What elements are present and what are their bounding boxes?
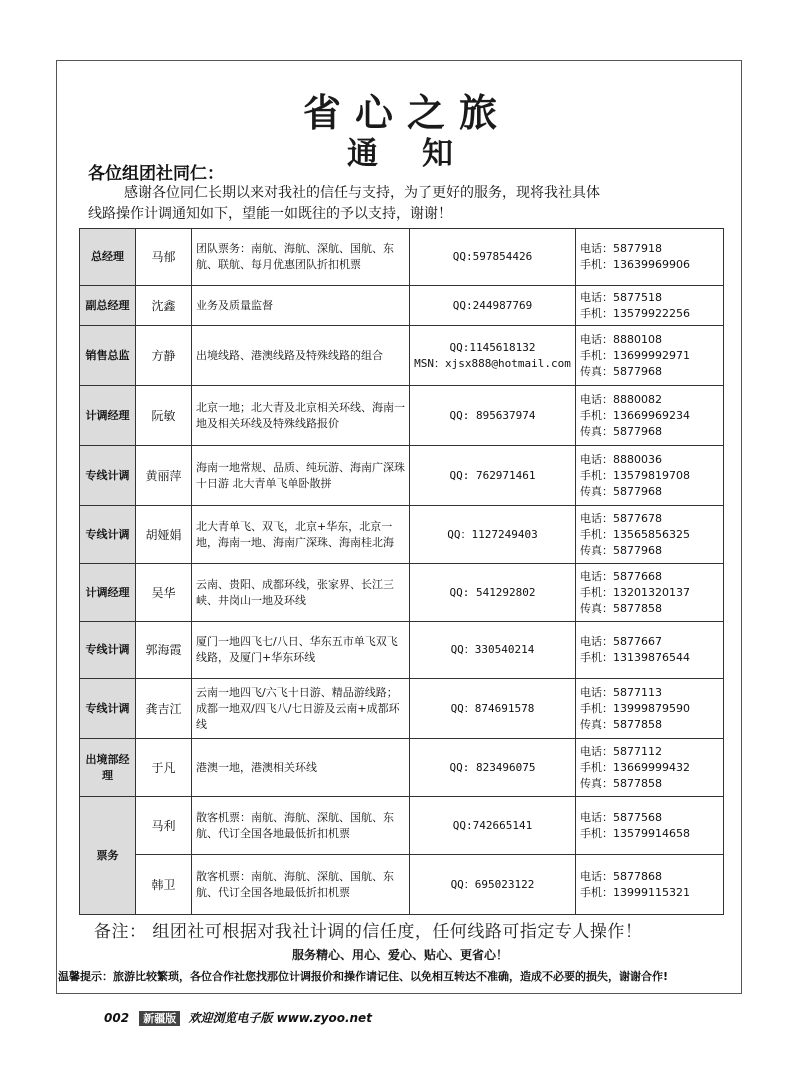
table-row	[80, 506, 724, 564]
table-row	[80, 446, 724, 506]
name-cell: 马利	[136, 797, 192, 855]
duty-cell: 北京一地；北大青及北京相关环线、海南一地及相关环线及特殊线路报价	[192, 386, 410, 446]
greeting: 各位组团社同仁：	[88, 164, 224, 184]
name-cell: 胡娅娟	[136, 506, 192, 564]
phone-value: 电话：5877518	[580, 290, 662, 304]
name-cell: 阮敏	[136, 386, 192, 446]
qq-cell	[410, 286, 576, 326]
duty-cell: 业务及质量监督	[192, 286, 410, 326]
qq-cell	[410, 386, 576, 446]
qq-value: QQ: 541292802	[449, 585, 536, 599]
mobile-value: 手机：13699992971	[580, 348, 690, 362]
footer-link[interactable]: 欢迎浏览电子版 www.zyoo.net	[188, 1011, 372, 1025]
contact-cell	[576, 797, 724, 855]
qq-cell	[410, 564, 576, 622]
qq-value: QQ：695023122	[450, 877, 535, 891]
remark: 备注： 组团社可根据对我社计调的信任度，任何线路可指定专人操作！	[94, 922, 643, 942]
qq-cell	[410, 797, 576, 855]
contact-cell	[576, 679, 724, 739]
qq-cell	[410, 739, 576, 797]
name-cell: 吴华	[136, 564, 192, 622]
name-cell: 龚吉江	[136, 679, 192, 739]
qq-cell	[410, 622, 576, 679]
qq-value: QQ：1127249403	[447, 527, 538, 541]
role-cell: 专线计调	[80, 506, 136, 564]
edition-badge: 新疆版	[139, 1011, 180, 1026]
duty-cell: 港澳一地，港澳相关环线	[192, 739, 410, 797]
fax-value: 传真：5877968	[580, 364, 662, 378]
table-row	[80, 564, 724, 622]
slogan: 服务精心、用心、爱心、贴心、更省心！	[291, 948, 508, 962]
duty-cell: 厦门一地四飞七/八日、华东五市单飞双飞线路，及厦门+华东环线	[192, 622, 410, 679]
table-row	[80, 739, 724, 797]
fax-value: 传真：5877858	[580, 776, 662, 790]
qq-value: QQ：874691578	[450, 701, 535, 715]
qq-cell	[410, 446, 576, 506]
qq-cell	[410, 855, 576, 915]
mobile-value: 手机：13669999432	[580, 760, 690, 774]
role-cell: 票务	[80, 797, 136, 915]
phone-value: 电话：5877918	[580, 242, 662, 255]
contact-cell	[576, 564, 724, 622]
page-number: 002	[104, 1011, 130, 1025]
table-row	[80, 326, 724, 386]
contact-cell	[576, 739, 724, 797]
phone-value: 电话：5877667	[580, 635, 662, 648]
phone-value: 电话：8880036	[580, 452, 662, 466]
contact-cell	[576, 229, 724, 286]
table-row	[80, 679, 724, 739]
duty-cell: 团队票务：南航、海航、深航、国航、东航、联航、每月优惠团队折扣机票	[192, 229, 410, 286]
qq-value: QQ: 823496075	[449, 760, 536, 774]
contact-cell	[576, 622, 724, 679]
contact-cell	[576, 446, 724, 506]
duty-cell: 出境线路、港澳线路及特殊线路的组合	[192, 326, 410, 386]
name-cell: 韩卫	[136, 855, 192, 915]
staff-table	[79, 228, 724, 915]
qq-cell	[410, 229, 576, 286]
qq-value: QQ:597854426	[452, 250, 533, 263]
qq-value: QQ: 895637974	[449, 408, 536, 422]
fax-value: 传真：5877858	[580, 717, 662, 731]
role-cell: 副总经理	[80, 286, 136, 326]
mobile-value: 手机：13579819708	[580, 468, 690, 482]
mobile-value: 手机：13201320137	[580, 585, 690, 599]
table-row	[80, 286, 724, 326]
role-cell: 计调经理	[80, 386, 136, 446]
role-cell: 专线计调	[80, 679, 136, 739]
msn-value: MSN：xjsx888@hotmail.com	[414, 356, 571, 370]
intro-line-1: 感谢各位同仁长期以来对我社的信任与支持，为了更好的服务，现将我社具体	[124, 185, 600, 201]
fax-value: 传真：5877968	[580, 543, 662, 557]
contact-cell	[576, 326, 724, 386]
qq-value: QQ:1145618132	[449, 340, 536, 354]
name-cell: 黄丽萍	[136, 446, 192, 506]
mobile-value: 手机：13669969234	[580, 408, 690, 422]
role-cell: 销售总监	[80, 326, 136, 386]
mobile-value: 手机：13139876544	[580, 651, 690, 664]
contact-cell	[576, 506, 724, 564]
intro-line-2: 线路操作计调通知如下，望能一如既往的予以支持，谢谢！	[88, 206, 452, 222]
phone-value: 电话：5877668	[580, 569, 662, 583]
duty-cell: 散客机票：南航、海航、深航、国航、东航、代订全国各地最低折扣机票	[192, 855, 410, 915]
role-cell: 专线计调	[80, 622, 136, 679]
duty-cell: 海南一地常规、品质、纯玩游、海南广深珠十日游 北大青单飞单卧散拼	[192, 446, 410, 506]
page-title: 省心之旅	[302, 90, 511, 135]
duty-cell: 北大青单飞、双飞，北京+华东，北京一地，海南一地、海南广深珠、海南桂北海	[192, 506, 410, 564]
role-cell: 出境部经理	[80, 739, 136, 797]
mobile-value: 手机：13579922256	[580, 306, 690, 320]
qq-value: QQ: 762971461	[449, 468, 536, 482]
table-row	[80, 386, 724, 446]
name-cell: 郭海霞	[136, 622, 192, 679]
mobile-value: 手机：13999879590	[580, 701, 690, 715]
role-cell: 总经理	[80, 229, 136, 286]
intro-paragraph	[88, 183, 716, 225]
role-cell: 专线计调	[80, 446, 136, 506]
mobile-value: 手机：13999115321	[580, 885, 690, 899]
name-cell: 于凡	[136, 739, 192, 797]
qq-cell	[410, 506, 576, 564]
fax-value: 传真：5877968	[580, 484, 662, 498]
table-row	[80, 229, 724, 286]
mobile-value: 手机：13639969906	[580, 258, 690, 271]
mobile-value: 手机：13565856325	[580, 527, 690, 541]
fax-value: 传真：5877968	[580, 424, 662, 438]
phone-value: 电话：5877113	[580, 685, 662, 699]
role-cell: 计调经理	[80, 564, 136, 622]
phone-value: 电话：5877112	[580, 744, 662, 758]
name-cell: 沈鑫	[136, 286, 192, 326]
name-cell: 马郁	[136, 229, 192, 286]
mobile-value: 手机：13579914658	[580, 826, 690, 840]
fax-value: 传真：5877858	[580, 601, 662, 615]
qq-value: QQ：330540214	[450, 643, 535, 656]
phone-value: 电话：8880108	[580, 332, 662, 346]
contact-cell	[576, 386, 724, 446]
page-footer	[104, 1009, 372, 1026]
name-cell: 方静	[136, 326, 192, 386]
phone-value: 电话：5877868	[580, 869, 662, 883]
qq-cell	[410, 326, 576, 386]
qq-cell	[410, 679, 576, 739]
contact-cell	[576, 286, 724, 326]
table-row	[80, 797, 724, 855]
phone-value: 电话：5877678	[580, 511, 662, 525]
page-subtitle: 通知	[347, 136, 497, 172]
phone-value: 电话：5877568	[580, 810, 662, 824]
qq-value: QQ:244987769	[452, 298, 533, 312]
duty-cell: 云南、贵阳、成都环线，张家界、长江三峡、井岗山一地及环线	[192, 564, 410, 622]
table-row	[80, 622, 724, 679]
table-row	[80, 855, 724, 915]
qq-value: QQ:742665141	[452, 818, 533, 832]
phone-value: 电话：8880082	[580, 392, 662, 406]
tip-notice: 温馨提示：旅游比较繁琐，各位合作社您找那位计调报价和操作请记住、以免相互转达不准确，造成不必要的损失，谢谢合作!	[58, 970, 669, 983]
duty-cell: 云南一地四飞/六飞十日游、精品游线路；成都一地双/四飞八/七日游及云南+成都环线	[192, 679, 410, 739]
contact-cell	[576, 855, 724, 915]
duty-cell: 散客机票：南航、海航、深航、国航、东航、代订全国各地最低折扣机票	[192, 797, 410, 855]
